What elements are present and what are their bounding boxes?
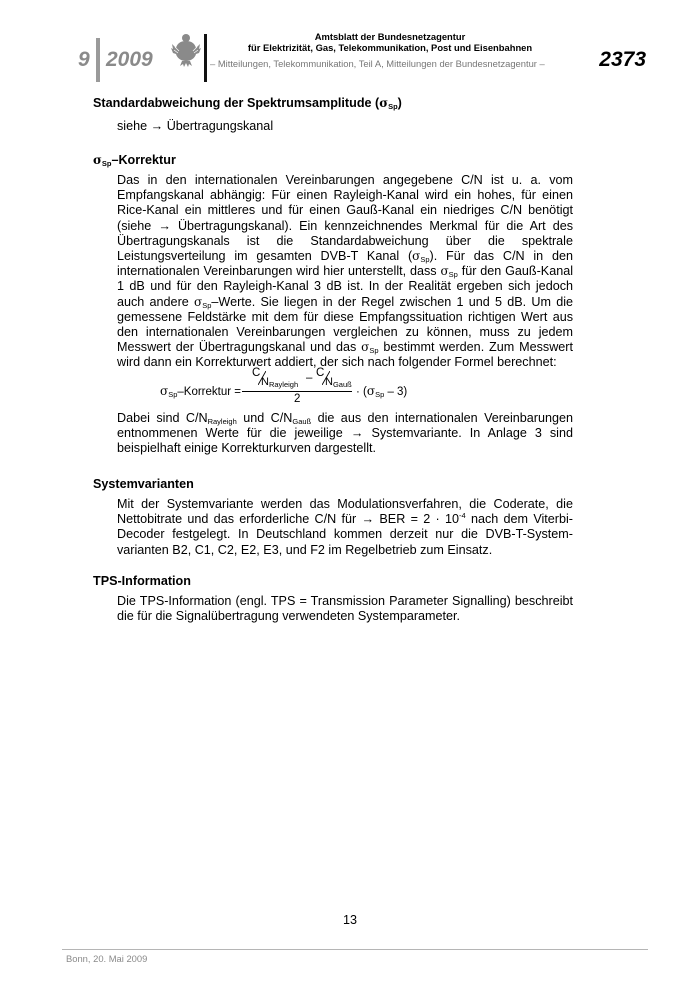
numerator-n1 (261, 376, 298, 388)
sigma-symbol: σ (366, 384, 376, 398)
text-run: Das in den internationalen Vereinbarungen angegebene C/N ist u. a. vom Empfangskanal abhängig: Für einen Rayleigh-Kanal wird ein hohes, für einen Rice-Kanal ein mittleres und für einen Gauß-Kanal ein niedriges C/N benötigt (siehe → Übertragungskanal). Ein kennzeichnendes Merkmal für die Art des Übertragungskanals ist die Standardabweichung über die spektrale Leistungsverteilung im gesamten DVB-T Kanal ( (117, 173, 573, 264)
publication-title (215, 31, 565, 53)
numerator-n2 (325, 376, 352, 388)
publication-title-line-2: für Elektrizität, Gas, Telekommunikation, Post und Eisenbahnen (247, 42, 533, 53)
heading-text: –Korrektur (111, 153, 176, 167)
issue-divider (96, 38, 100, 82)
sigma-symbol: σ (440, 264, 449, 279)
formula-rhs-end: – 3) (384, 386, 408, 398)
sigma-symbol: σ (93, 153, 102, 167)
subscript: Rayleigh (207, 417, 237, 426)
superscript: -4 (459, 511, 466, 521)
formula-lhs-text: –Korrektur = (177, 386, 241, 398)
subscript: Sp (168, 390, 178, 399)
subscript: Sp (388, 102, 398, 111)
footer-rule (62, 949, 648, 950)
heading-correction (93, 153, 176, 167)
heading-std-deviation (93, 96, 402, 110)
text-run: für den Gauß-Kanal 1 dB und für den Rayleigh-Kanal 3 dB ist. In der Realität ergeben sich jedoch auch andere (117, 264, 574, 309)
numerator-c2: C (316, 367, 325, 379)
issue-year: 2009 (106, 48, 153, 71)
heading-text: Standardabweichung der Spektrumsamplitude ( (93, 96, 380, 110)
page-number: 2373 (599, 48, 646, 71)
subscript: Sp (101, 159, 112, 168)
issue-number: 9 (78, 48, 90, 71)
formula-lhs (160, 384, 241, 398)
numerator-c1: C (252, 367, 261, 379)
text-run: nach dem Viterbi-Decoder festgelegt. In Deutschland kommen derzeit nur die DVB-T-Systemvarianten B2, C1, C2, E2, E3, und F2 im Regelbetrieb zum Einsatz. (117, 512, 573, 557)
sigma-symbol: σ (379, 96, 389, 110)
formula-rhs-start: · ( (356, 386, 367, 398)
subscript: Gauß (332, 380, 352, 389)
formula-rhs (356, 384, 407, 398)
correction-paragraph (117, 173, 573, 371)
text-run: Dabei sind C/N (117, 411, 208, 425)
heading-tps: TPS-Information (93, 574, 191, 588)
subscript: Sp (375, 390, 385, 399)
heading-system-variants: Systemvarianten (93, 477, 194, 491)
header-divider (204, 34, 207, 82)
n-letter: N (261, 376, 269, 388)
text-run: bestimmt werden. Zum Messwert wird dann ein Korrekturwert addiert, der sich nach folgender Formel berechnet: (117, 340, 573, 370)
minus-sign: – (306, 372, 313, 384)
tps-paragraph: Die TPS-Information (engl. TPS = Transmission Parameter Signalling) beschreibt die für die Signalübertragung verwendeten Systemparameter. (117, 594, 573, 624)
sigma-symbol: σ (194, 294, 203, 309)
fraction-bar (242, 391, 352, 392)
heading-text-end: ) (397, 96, 402, 110)
subscript: Rayleigh (268, 380, 299, 389)
folio-number: 13 (342, 913, 357, 927)
subscript: Sp (448, 270, 458, 280)
text-run: ). Für das C/N in den internationalen Vereinbarungen wird hier unterstellt, dass (117, 249, 573, 279)
sigma-symbol: σ (412, 249, 421, 264)
text-run: die aus den internationalen Vereinbarungen entnommenen Werte für die jeweilige → Systemvariante. In Anlage 3 sind beispielhaft einige Korrekturkurven dargestellt. (117, 411, 574, 456)
sigma-symbol: σ (361, 340, 370, 355)
text-run: Mit der Systemvariante werden das Modulationsverfahren, die Coderate, die Nettobitrate und das erforderliche C/N für → BER = 2 · 10 (117, 497, 573, 527)
subscript: Sp (420, 255, 430, 265)
subscript: Sp (202, 300, 212, 310)
federal-eagle-icon (170, 32, 202, 68)
text-run: –Werte. Sie liegen in der Regel zwischen 1 und 5 dB. Um die gemessene Feldstärke mit dem für diese Empfangssituation richtigen Wert aus den internationalen Vereinbarungen vergleichen zu können, muss zu jedem Messwert der Übertragungskanal und das (117, 294, 573, 355)
correction-after-formula (117, 411, 573, 457)
subscript: Gauß (292, 417, 312, 426)
text-run: und C/N (236, 411, 293, 425)
footer-date: Bonn, 20. Mai 2009 (66, 953, 148, 964)
n-letter: N (325, 376, 333, 388)
publication-subtitle: – Mitteilungen, Telekommunikation, Teil A, Mitteilungen der Bundesnetzagentur – (210, 58, 545, 69)
publication-title-line-1: Amtsblatt der Bundesnetzagentur (314, 31, 466, 42)
sigma-symbol: σ (160, 384, 169, 398)
formula-denominator: 2 (294, 393, 301, 405)
see-reference: siehe → Übertragungskanal (117, 119, 274, 133)
correction-formula (160, 367, 460, 413)
system-variants-paragraph (117, 497, 573, 558)
subscript: Sp (369, 346, 379, 356)
